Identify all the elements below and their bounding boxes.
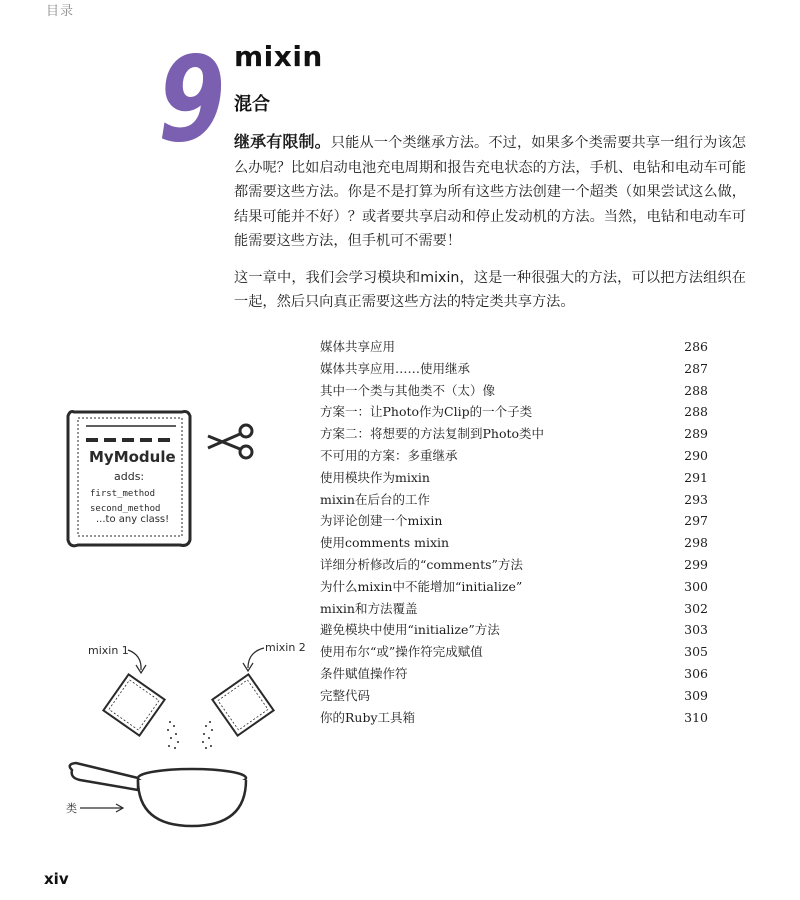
chapter-title: mixin bbox=[234, 40, 323, 73]
intro-paragraph-2: 这一章中，我们会学习模块和mixin，这是一种很强大的方法，可以把方法组织在一起，然后只向真正需要这些方法的特定类共享方法。 bbox=[234, 269, 746, 310]
toc-entry-page: 299 bbox=[684, 556, 708, 572]
toc-entry-page: 309 bbox=[684, 687, 708, 703]
toc-entry-page: 305 bbox=[684, 644, 708, 660]
toc-entry-page: 291 bbox=[684, 469, 708, 485]
mixin2-packet bbox=[212, 674, 273, 735]
toc-entry-title: 为什么mixin中不能增加“initialize” bbox=[320, 578, 523, 594]
toc-entry-title: 其中一个类与其他类不（太）像 bbox=[320, 382, 496, 398]
intro-lead: 继承有限制。 bbox=[234, 132, 331, 151]
toc-entry-page: 297 bbox=[684, 513, 708, 529]
mixin1-label: mixin 1 bbox=[88, 644, 129, 657]
toc-entry-page: 293 bbox=[684, 491, 708, 507]
toc-entry-title: 条件赋值操作符 bbox=[320, 665, 408, 681]
mymodule-packet bbox=[68, 412, 190, 546]
method2-text: second_method bbox=[90, 504, 161, 514]
toc-entry-page: 302 bbox=[684, 600, 708, 616]
page-number: xiv bbox=[44, 870, 69, 888]
chapter-subtitle: 混合 bbox=[234, 94, 270, 115]
header-label: 目录 bbox=[46, 4, 75, 19]
toc-entry-page: 287 bbox=[684, 360, 708, 376]
chapter-number: 9 bbox=[158, 30, 226, 168]
method1-text: first_method bbox=[90, 489, 156, 499]
toc-entry-page: 290 bbox=[684, 447, 708, 463]
toc-entry-page: 300 bbox=[684, 578, 708, 594]
toc-entry-title: 不可用的方案：多重继承 bbox=[320, 447, 458, 463]
mixin2-label: mixin 2 bbox=[265, 641, 306, 654]
scissors-icon bbox=[208, 425, 252, 458]
mixin1-packet bbox=[103, 674, 164, 735]
toc-entry-title: mixin在后台的工作 bbox=[320, 491, 430, 507]
any-class-text: ...to any class! bbox=[96, 514, 170, 525]
mixin1-arrow bbox=[128, 650, 141, 670]
toc-entry-title: 为评论创建一个mixin bbox=[320, 513, 443, 529]
toc-entry-title: 媒体共享应用 bbox=[320, 339, 396, 354]
toc-entry-page: 288 bbox=[684, 404, 708, 420]
toc-entry-page: 306 bbox=[684, 665, 708, 681]
toc-entry-title: 使用模块作为mixin bbox=[320, 469, 430, 485]
toc-entry-title: 完整代码 bbox=[320, 687, 371, 703]
toc-entry-title: 详细分析修改后的“comments”方法 bbox=[320, 556, 523, 572]
class-label: 类 bbox=[66, 802, 77, 815]
toc-entry-page: 288 bbox=[684, 382, 708, 398]
toc-entry-page: 289 bbox=[684, 426, 708, 442]
toc-entry-title: 方案二：将想要的方法复制到Photo类中 bbox=[320, 426, 545, 442]
toc-entry-page: 286 bbox=[684, 339, 708, 354]
toc-entry-page: 298 bbox=[684, 535, 708, 551]
toc-entry-page: 310 bbox=[684, 709, 708, 725]
intro-paragraph-1-text: 只能从一个类继承方法。不过，如果多个类需要共享一组行为该怎么办呢？比如启动电池充电周期和报告充电状态的方法，手机、电钻和电动车可能都需要这些方法。你是不是打算为所有这些方法创建一个超类（如果尝试这么做，结果可能并不好）？或者要共享启动和停止发动机的方法。当然，电钻和电动车可能需要这些方法，但手机可不需要！ bbox=[234, 135, 746, 249]
mixin2-arrow bbox=[248, 648, 264, 668]
toc-entry-title: 使用comments mixin bbox=[320, 535, 450, 551]
toc-entry-title: 你的Ruby工具箱 bbox=[320, 709, 416, 725]
toc-entry-page: 303 bbox=[684, 622, 708, 638]
module-name-text: MyModule bbox=[89, 448, 176, 466]
toc-entry-title: 媒体共享应用……使用继承 bbox=[320, 360, 471, 376]
toc-entry-title: mixin和方法覆盖 bbox=[320, 600, 418, 616]
falling-dots bbox=[167, 721, 213, 749]
pot-illustration bbox=[70, 763, 246, 826]
toc-entry-title: 使用布尔“或”操作符完成赋值 bbox=[320, 644, 483, 660]
toc-entry-title: 方案一：让Photo作为Clip的一个子类 bbox=[320, 404, 533, 420]
toc-entry-title: 避免模块中使用“initialize”方法 bbox=[320, 622, 500, 638]
adds-label-text: adds: bbox=[114, 470, 145, 483]
